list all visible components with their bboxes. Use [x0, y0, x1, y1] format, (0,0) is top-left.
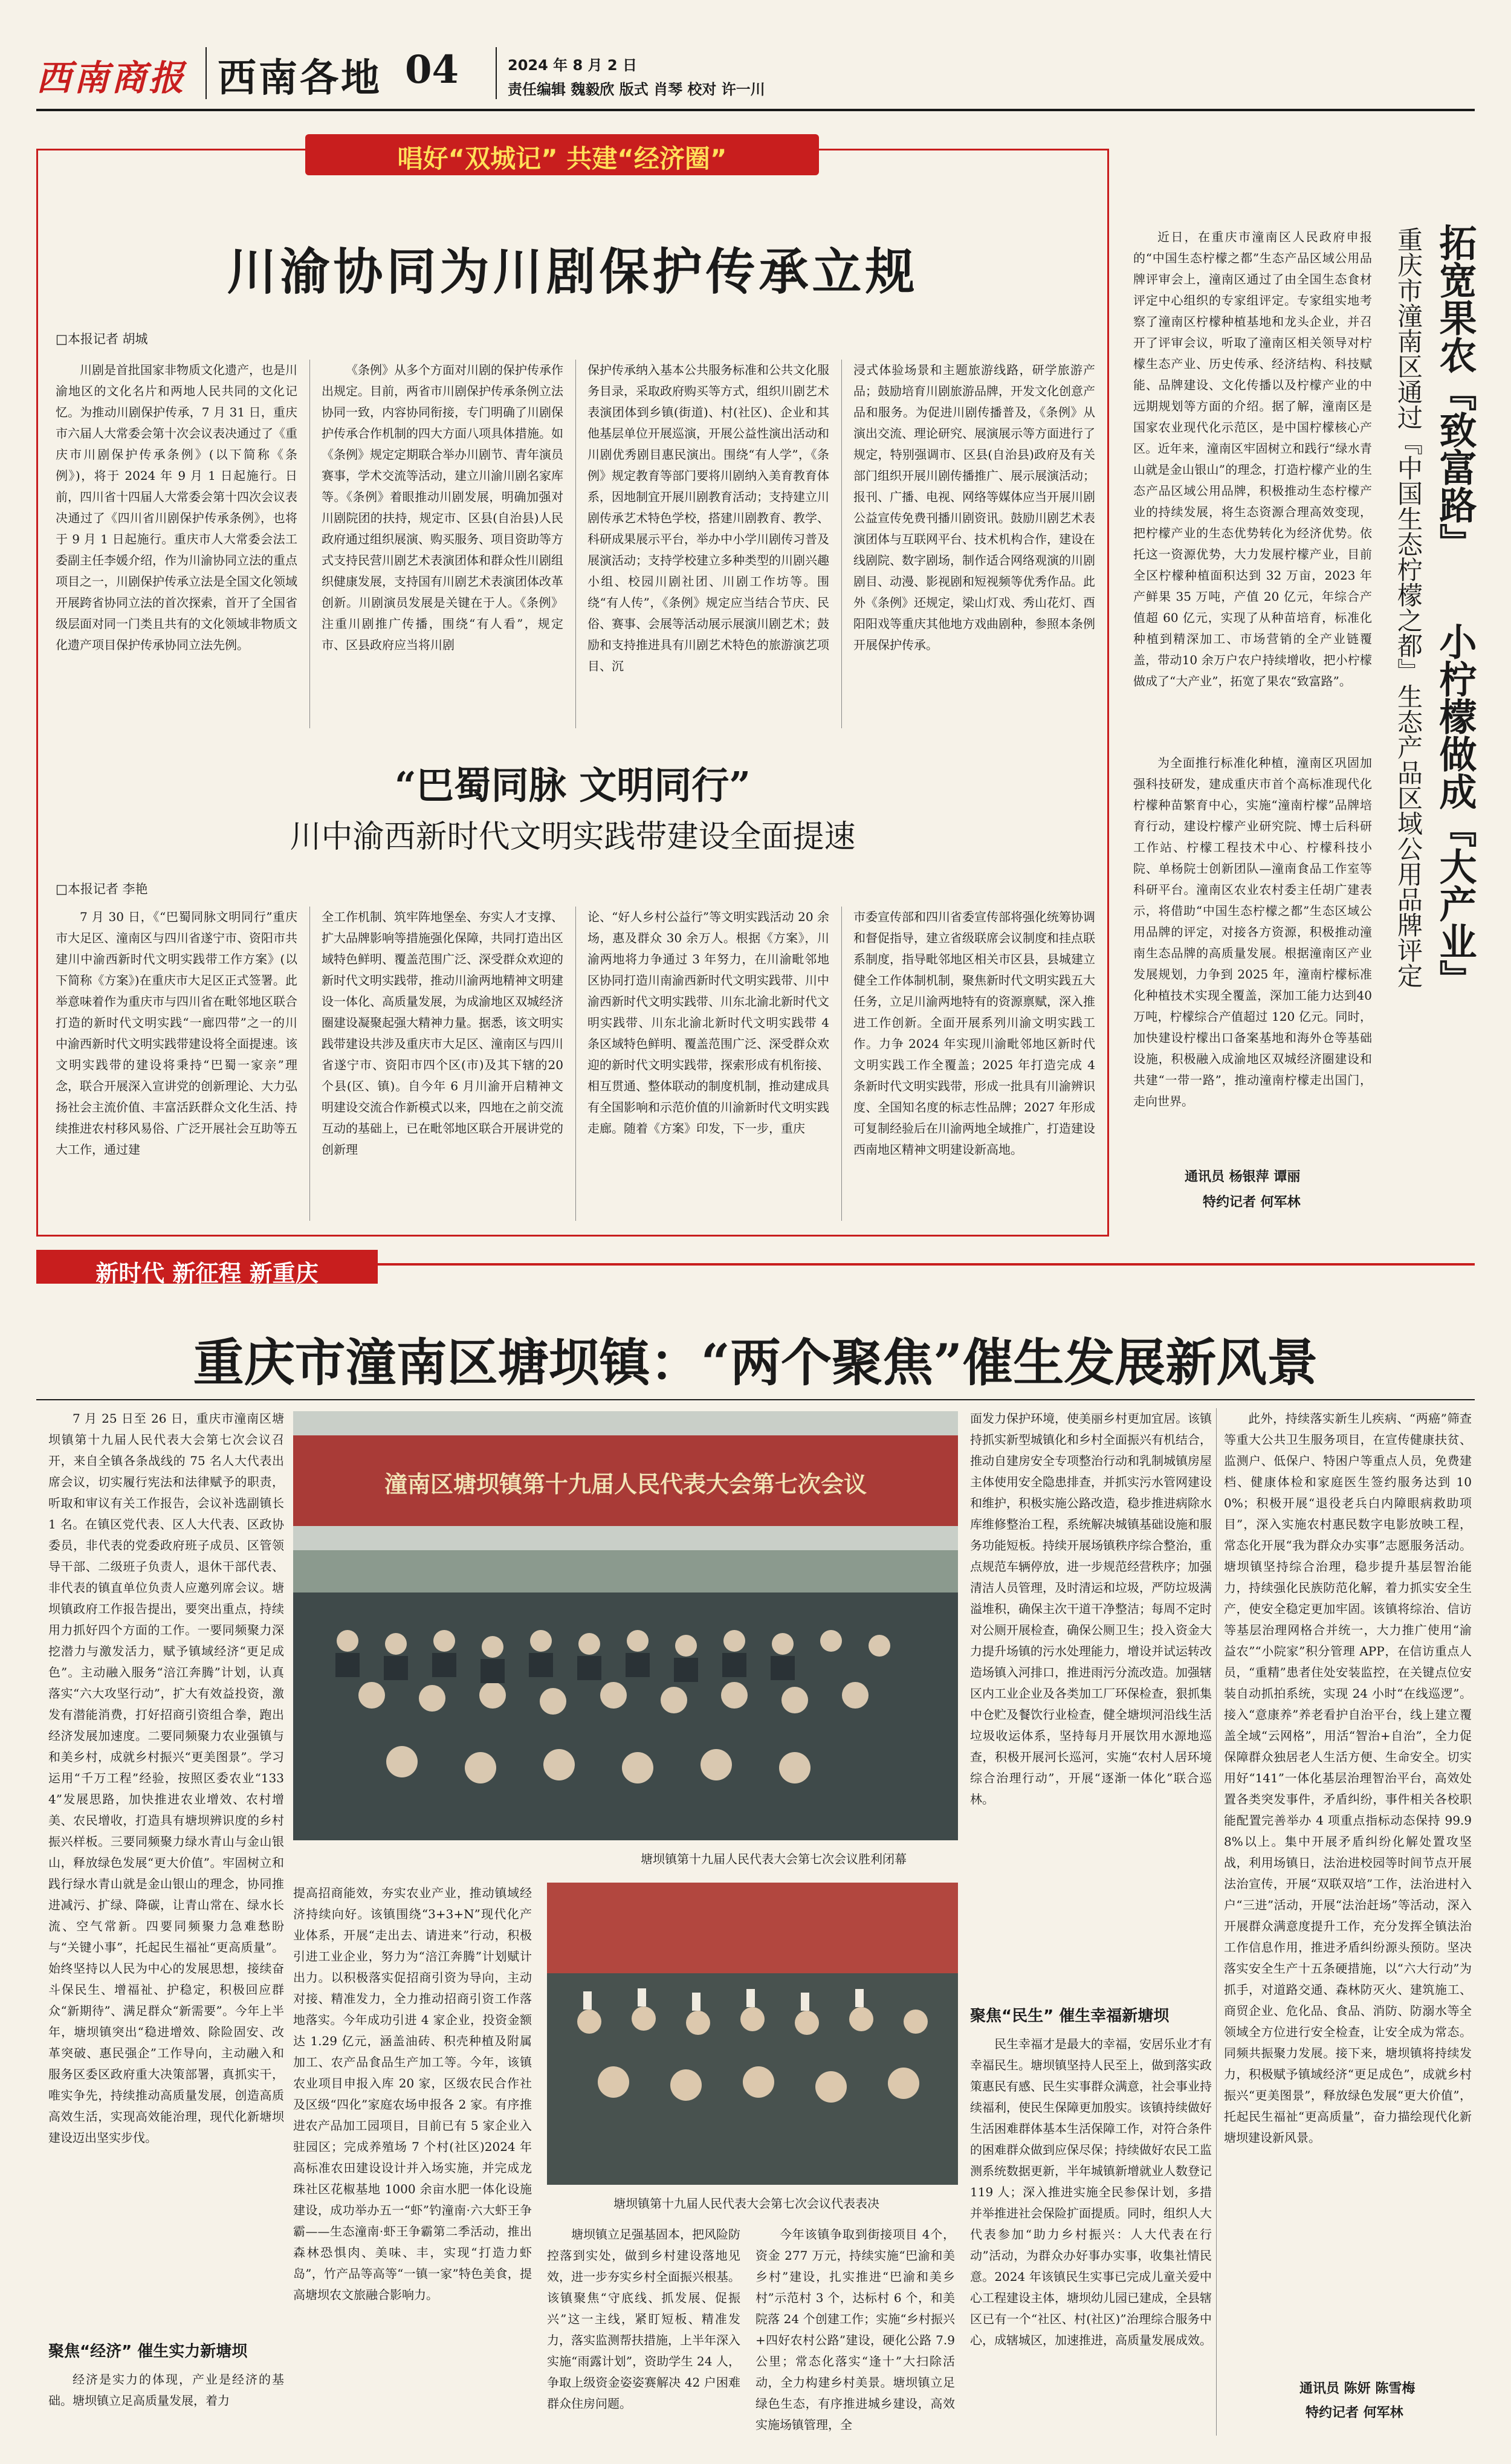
editors-line: 责任编辑 魏毅欣 版式 肖琴 校对 许一川: [508, 81, 765, 98]
article3-subtitle-vertical: 重庆市潼南区通过『中国生态柠檬之都』生态产品区域公用品牌评定: [1394, 227, 1423, 988]
masthead-divider: [205, 47, 207, 99]
masthead-divider-2: [496, 47, 497, 99]
article1-byline: □本报记者 胡城: [56, 332, 148, 346]
masthead-rule: [36, 109, 1475, 111]
article3-credit-2: 特约记者 何军林: [1203, 1195, 1301, 1210]
photo-congress-vote-caption: 塘坝镇第十九届人民代表大会第七次会议代表表决: [613, 2196, 879, 2211]
article3-title-vertical-2: 小柠檬做成『大产业』: [1433, 622, 1477, 997]
masthead: [36, 36, 1475, 109]
photo-congress-vote-image: [547, 1883, 958, 2185]
article3-col1: 近日，在重庆市潼南区人民政府申报的“中国生态柠檬之都”生态产品区域公用品牌评审会上，潼南区通过了由全国生态食材评定中心组织的专家组评定。专家组实地考察了潼南区柠檬种植基地和龙头企业，并召开了评审会议，听取了潼南区相关领导对柠檬生态产业、历史传承、经济结构、科技赋能、品牌建设、文化传播以及柠檬产业的中远期规划等方面的介绍。据了解，潼南区是国家农业现代化示范区，是中国柠檬核心产区。近年来，潼南区牢固树立和践行“绿水青山就是金山银山”的理念，打造柠檬产业的生态产品区域公用品牌，积极推动生态柠檬产业的持续发展，将生态资源合理高效变现，把柠檬产业的生态优势转化为经济优势。依托这一资源优势，大力发展柠檬产业，目前全区柠檬种植面积达到 32 万亩，2023 年产鲜果 35 万吨，产值 20 亿元，年综合产值超 60 亿元，实现了从种苗培育，标准化种植到精深加工、市场营销的全产业链覆盖，带动10 余万户农户持续增收，把小柠檬做成了“大产业”，拓宽了果农“致富路”。: [1133, 230, 1372, 688]
article4-col1b: 经济是实力的体现，产业是经济的基础。塘坝镇立足高质量发展，着力: [48, 2372, 284, 2408]
article1-col2: 《条例》从多个方面对川剧的保护传承作出规定。目前，两省市川剧保护传承条例立法协同一致，内容协同衔接，专门明确了川剧保护传承合作机制的四大方面八项具体措施。如《条例》规定定期联合举办川剧节、青年演员赛事，学术交流等活动，建立川渝川剧名家库等。《条例》着眼推动川剧发展，明确加强对川剧院团的扶持，规定市、区县(自治县)人民政府通过组织展演、购买服务、项目资助等方式支持民营川剧艺术表演团体和群众性川剧组织健康发展，支持国有川剧艺术表演团体改革创新。川剧演员发展是关键在于人。《条例》注重川剧推广传播，围绕“有人看”，规定市、区县政府应当将川剧: [322, 363, 563, 652]
photo-congress-banner-text: 潼南区塘坝镇第十九届人民代表大会第七次会议: [384, 1471, 867, 1498]
article4-credit-1: 通讯员 陈妍 陈雪梅: [1299, 2381, 1416, 2396]
article4-col4a: 面发力保护环境，使美丽乡村更加宜居。该镇持抓实新型城镇化和乡村全面振兴有机结合，推动自建房安全专项整治行动和乳制城镇房屋主体使用安全隐患排查，并抓实污水管网建设和维护，积极实施公路改造，稳步推进病除水库维修整治工程，系统解决城镇基础设施和服务功能短板。持续开展场镇秩序综合整治，重点规范车辆停放，进一步规范经营秩序；加强清洁人员管理，及时清运和垃圾，严防垃圾满溢堆积，确保主次干道干净整洁；每周不定时对公厕开展检查，确保公厕卫生；投入资金大力提升场镇的污水处理能力，增设并试运转改造场镇入河排口，推进雨污分流改造。加强辖区内工业企业及各类加工厂环保检查，狠抓集中仓贮及餐饮行业检查，健全塘坝河沿线生活垃圾收运体系，坚持每月开展饮用水源地巡查，积极开展河长巡河，实施“农村人居环境综合治理行动”，开展“逐渐一体化”联合巡林。: [970, 1411, 1212, 1806]
article3-col2: 为全面推行标准化种植，潼南区巩固加强科技研发，建成重庆市首个高标准现代化柠檬种苗繁育中心，实施“潼南柠檬”品牌培育行动，建设柠檬产业研究院、博士后科研工作站、柠檬工程技术中心、柠檬科技小院、单杨院士创新团队—潼南食品工作室等科研平台。潼南区农业农村委主任胡广建表示，将借助“中国生态柠檬之都”生态区域公用品牌的评定，对接各方资源，积极推动潼南生态品牌的高质量发展。根据潼南区产业发展规划，力争到 2025 年，潼南柠檬标准化种植技术实现全覆盖，深加工能力达到40 万吨，柠檬综合产值超过 120 亿元。同时，加快建设柠檬出口备案基地和海外仓等基础设施，积极融入成渝地区双城经济圈建设和共建“一带一路”，推动潼南柠檬走出国门，走向世界。: [1133, 755, 1372, 1108]
article4-title-rule: [36, 1399, 1475, 1400]
article4-col3: 塘坝镇立足强基固本，把风险防控落到实处，做到乡村建设落地见效，进一步夯实乡村全面振兴根基。该镇聚焦“守底线、抓发展、促振兴”这一主线，紧盯短板、精准发力，落实监测帮扶措施，上半年深入实施“雨露计划”，资助学生 24 人，争取上级资金姿姿赛解决 42 户困难群众住房问题。: [547, 2227, 740, 2411]
photo-congress-vote: [547, 1883, 958, 2185]
col-divider: [841, 360, 842, 728]
col-divider: [575, 907, 576, 1221]
article1-col1: 川剧是首批国家非物质文化遗产，也是川渝地区的文化名片和两地人民共同的文化记忆。为推动川剧保护传承，7 月 31 日，重庆市六届人大常委会第十次会议表决通过了《重庆市川剧保护传承条例》(以下简称《条例》)，将于 2024 年 9 月 1 日起施行。日前，四川省十四届人大常委会第十四次会议表决通过了《四川省川剧保护传承条例》，也将于 9 月 1 日起施行。重庆市人大常委会法工委副主任李媛介绍，作为川渝协同立法的重点项目之一，川剧保护传承立法是全国文化领域开展跨省协同立法的首次探索，首开了全国省级层面对同一门类且共有的文化领域非物质文化遗产项目保护传承协同立法先例。: [56, 363, 297, 652]
article2-col4: 市委宣传部和四川省委宣传部将强化统筹协调和督促指导，建立省级联席会议制度和挂点联系制度，指导毗邻地区相关市区县，县城建立健全工作体制机制，聚焦新时代文明实践五大任务，立足川渝两地特有的资源禀赋，深入推进工作创新。全面开展系列川渝文明实践工作。力争 2024 年实现川渝毗邻地区新时代文明实践工作全覆盖；2025 年打造完成 4 条新时代文明实践带，形成一批具有川渝辨识度、全国知名度的标志性品牌；2027 年形成可复制经验后在川渝两地全域推广，打造建设西南地区精神文明建设新高地。: [853, 910, 1095, 1157]
article4-subhead-1: 聚焦“经济” 催生实力新塘坝: [48, 2343, 248, 2361]
col-divider: [575, 360, 576, 728]
article4-subhead-2: 聚焦“民生” 催生幸福新塘坝: [970, 2007, 1170, 2025]
article2-byline: □本报记者 李艳: [56, 882, 148, 896]
article2-col2: 全工作机制、筑牢阵地堡垒、夯实人才支撑、扩大品牌影响等措施强化保障，共同打造出区域特色鲜明、覆盖范围广泛、深受群众欢迎的新时代文明实践带，推动川渝两地精神文明建设一体化、高质量发展，为成渝地区双城经济圈建设凝聚起强大精神力量。据悉，该文明实践带建设共涉及重庆市大足区、潼南区与四川省遂宁市、资阳市四个区(市)及其下辖的20 个县(区、镇)。自今年 6 月川渝开启精神文明建设交流合作新模式以来，四地在之前交流互动的基础上，已在毗邻地区联合开展讲党的创新理: [322, 910, 563, 1157]
article4-credit-2: 特约记者 何军林: [1306, 2405, 1403, 2420]
article2-col1: 7 月 30 日，《“巴蜀同脉文明同行”重庆市大足区、潼南区与四川省遂宁市、资阳市共建川中渝西新时代文明实践带工作方案》(以下简称《方案》)在重庆市大足区正式签署。此举意味着作为重庆市与四川省在毗邻地区联合打造的新时代文明实践“一廊四带”之一的川中渝西新时代文明实践带建设将全面提速。该文明实践带的建设将秉持“巴蜀一家亲”理念，联合开展深入宣讲党的创新理论、大力弘扬社会主流价值、丰富活跃群众文化生活、持续推进农村移风易俗、广泛开展社会互助等五大工作，通过建: [56, 910, 297, 1157]
article4-col4b: 民生幸福才是最大的幸福，安居乐业才有幸福民生。塘坝镇坚持人民至上，做到落实政策惠民有感、民生实事群众满意，社会事业持续福利，使民生保障更加殷实。该镇持续做好生活困难群体基本生活保障工作，对符合条件的困难群众做到应保尽保；持续做好农民工监测系统数据更新，半年城镇新增就业人数登记 119 人；深入推进实施全民参保计划，多措并举推进社会保险扩面提质。同时，组织人大代表参加“助力乡村振兴：人大代表在行动”活动，为群众办好事办实事，收集社情民意。2024 年该镇民生实事已完成儿童关爱中心工程建设主体，塘坝幼儿园已建成，全县辖区已有一个“社区、村(社区)”治理综合服务中心，成辖城区，加速推进，高质量发展成效。: [970, 2037, 1212, 2347]
page-number: 04: [405, 47, 459, 92]
col-divider: [309, 360, 310, 728]
photo-congress-closing: [293, 1411, 958, 1840]
article1-col4: 浸式体验场景和主题旅游线路，研学旅游产品；鼓励培育川剧旅游品牌，开发文化创意产品和服务。为促进川剧传播普及，《条例》从演出交流、理论研究、展演展示等方面进行了规定，特别强调市、区县(自治县)政府及有关部门组织开展川剧传播推广、展示展演活动；报刊、广播、电视、网络等媒体应当开展川剧公益宣传免费刊播川剧资讯。鼓励川剧艺术表演团体与互联网平台、技术机构合作，建设在线剧院、数字剧场，制作适合网络观演的川剧剧目、动漫、影视剧和短视频等优秀作品。此外《条例》还规定，梁山灯戏、秀山花灯、酉阳阳戏等重庆其他地方戏曲剧种，参照本条例开展保护传承。: [853, 363, 1095, 652]
article1-col3: 保护传承纳入基本公共服务标准和公共文化服务目录，采取政府购买等方式，组织川剧艺术表演团体到乡镇(街道)、村(社区)、企业和其他基层单位开展巡演，开展公益性演出活动和川剧优秀剧目惠民演出。围绕“有人学”，《条例》规定教育等部门要将川剧纳入美育教育体系，因地制宜开展川剧教育活动；支持建立川剧传承艺术特色学校，搭建川剧教育、教学、科研成果展示平台，举办中小学川剧传习普及展演活动；支持学校建立多种类型的川剧兴趣小组、校园川剧社团、川剧工作坊等。围绕“有人传”，《条例》规定应当结合节庆、民俗、赛事、会展等活动展示展演川剧艺术；鼓励和支持推进具有川剧艺术特色的旅游演艺项目、沉: [587, 363, 829, 673]
article4-col2: 提高招商能效，夯实农业产业，推动镇域经济持续向好。该镇围绕“3+3+N”现代化产业体系，开展“走出去、请进来”行动，积极引进工业企业，努力为“涪江奔腾”计划赋计出力。以积极落实促招商引资为导向，主动对接、精准发力，全力推动招商引资工作落地落实。今年成功引进 4 家企业，投资金额达 1.29 亿元，涵盖油砖、积壳种植及附属加工、农产品食品生产加工等。今年，该镇农业项目申报入库 20 家，区级农民合作社及区级“四化”家庭农场申报各 2 家。有序推进农产品加工园项目，目前已有 5 家企业入驻园区；完成养殖场 7 个村(社区)2024 年高标准农田建设设计并入场实施，并完成龙珠社区花椒基地 1000 余亩水肥一体化设施建设，成功举办五一“虾”钓潼南·六大虾王争霸——生态潼南·虾王争霸第二季活动，推出森林恐惧肉、美味、丰，实现“打造力虾岛”，竹产品等高等“一镇一家”特色美食，提高塘坝农文旅融合影响力。: [293, 1886, 532, 2302]
article4-col5: 此外，持续落实新生儿疾病、“两癌”筛查等重大公共卫生服务项目，在宣传健康扶贫、监测户、低保户、特困户等重点人员，免费建档、健康体检和家庭医生签约服务达到 100%；积极开展“退役老兵白内障眼病救助项目”，深入实施农村惠民数字电影放映工程，常态化开展“我为群众办实事”志愿服务活动。塘坝镇坚持综合治理，稳步提升基层智治能力，持续强化民族防范化解，着力抓实安全生产，使安全稳定更加牢固。该镇将综治、信访等基层治理网格合并统一，大力推广使用“渝益农”“小院家”积分管理 APP，在信访重点人员，“重精”患者住处安装监控，在关键点位安装自动抓拍系统，实现 24 小时“在线巡逻”。接入“意康养”养老看护自治平台，线上建立覆盖全域“云网格”，用活“智治+自治”，全力促保障群众独居老人生活方便、生命安全。切实用好“141”一体化基层治理智治平台，高效处置各类突发事件，矛盾纠纷，事件相关各校职能配置完善举办 4 项重点指标动态保持 99.98%以上。集中开展矛盾纠纷化解处置攻坚战，利用场镇日，法治进校园等时间节点开展法治宣传，开展“双联双培”工作，法治进村入户“三进”活动，开展“法治赶场”等活动，深入开展群众满意度提升工作，充分发挥全镇法治工作信息作用，推进矛盾纠纷源头预防。坚决落实安全生产十五条硬措施，以“六大行动”为抓手，对道路交通、森林防灭火、建筑施工、商贸企业、危化品、食品、消防、防溺水等全领域全方位进行安全检查，让安全成为常态。同频共振聚力发展。接下来，塘坝镇将持续发力，积极赋予镇域经济“更足成色”，成就乡村振兴“更美图景”，释放绿色发展“更大价值”，托起民生福祉“更高质量”，奋力描绘现代化新塘坝建设新风景。: [1224, 1411, 1472, 2145]
section-title: 西南各地: [218, 56, 382, 101]
col-divider: [841, 907, 842, 1221]
article2-col3: 论、“好人乡村公益行”等文明实践活动 20 余场，惠及群众 30 余万人。根据《方案》，川渝两地将力争通过 3 年努力，在川渝毗邻地区协同打造川南渝西新时代文明实践带、川中渝西新时代文明实践带、川东北渝北新时代文明实践带、川东北渝北新时代文明实践带 4 条区域特色鲜明、覆盖范围广泛、深受群众欢迎的新时代文明实践带，探索形成有机衔接、相互贯通、整体联动的制度机制，推动建成具有全国影响和示范价值的川渝新时代文明实践走廊。随着《方案》印发，下一步，重庆: [587, 910, 829, 1136]
article4-title: 重庆市潼南区塘坝镇：“两个聚焦”催生发展新风景: [193, 1333, 1318, 1392]
article4-col3b: 今年该镇争取到街接项目 4个，资金 277 万元，持续实施“巴渝和美乡村”建设，扎实推进“巴渝和美乡村”示范村 3 个，达标村 6 个，和美院落 24 个创建工作；实施“乡村振兴+四好农村公路”建设，硬化公路 7.9 公里；常态化落实“逢十”大扫除活动，全力构建乡村美景。塘坝镇立足绿色生态，有序推进城乡建设，高效实施场镇管理，全: [756, 2227, 955, 2432]
article4-col1: 7 月 25 日至 26 日，重庆市潼南区塘坝镇第十九届人民代表大会第七次会议召开，来自全镇各条战线的 75 名人大代表出席会议，切实履行宪法和法律赋予的职责，听取和审议有关工作报告，会议补选副镇长 1 名。在镇区党代表、区人大代表、区政协委员，非代表的党委政府班子成员、区管领导干部、二级班子负责人，退休干部代表、非代表的镇直单位负责人应邀列席会议。塘坝镇政府工作报告提出，要突出重点，持续用力抓好四个方面的工作。一要同频聚力深挖潜力与激发活力，赋予镇域经济“更足成色”。主动融入服务“涪江奔腾”计划，认真落实“六大攻坚行动”，扩大有效益投资，激发有潜能消费，打好招商引资组合拳，跑出经济发展加速度。二要同频聚力农业强镇与和美乡村，成就乡村振兴“更美图景”。学习运用“千万工程”经验，按照区委农业“1334”发展思路，加快推进农业增效、农村增美、农民增收，打造具有塘坝辨识度的乡村振兴样板。三要同频聚力绿水青山与金山银山，释放绿色发展“更大价值”。牢固树立和践行绿水青山就是金山银山的理念，协同推进减污、扩绿、降碳，让青山常在、绿水长流、空气常新。四要同频聚力急难愁盼与“关键小事”，托起民生福祉“更高质量”。始终坚持以人民为中心的发展思想，接续奋斗保民生、增福祉、护稳定，积极回应群众“新期待”、满足群众“新需要”。今年上半年，塘坝镇突出“稳进增效、除险固安、改革突破、惠民强企”工作导向，主动融入和服务区委区政府重大决策部署，真抓实干，唯实争先，持续推动高质量发展，创造高质高效生活，实现高效能治理，现代化新塘坝建设迈出坚实步伐。: [48, 1411, 284, 2145]
col-divider: [309, 907, 310, 1221]
masthead-logo: 西南商报: [36, 57, 187, 99]
article1-title: 川渝协同为川剧保护传承立规: [227, 244, 919, 301]
issue-date: 2024 年 8 月 2 日: [508, 57, 637, 74]
article3-credit-1: 通讯员 杨银萍 谭丽: [1185, 1169, 1301, 1185]
banner-text: 唱好“双城记” 共建“经济圈”: [397, 144, 727, 173]
article2-title-line2: 川中渝西新时代文明实践带建设全面提速: [290, 819, 856, 855]
article2-title-line1: “巴蜀同脉 文明同行”: [395, 763, 751, 807]
col-divider: [1216, 1408, 1217, 2436]
photo-congress-closing-caption: 塘坝镇第十九届人民代表大会第七次会议胜利闭幕: [641, 1852, 907, 1866]
section-tag-text: 新时代 新征程 新重庆: [95, 1260, 319, 1287]
article3-title-vertical-1: 拓宽果农『致富路』: [1433, 224, 1477, 561]
